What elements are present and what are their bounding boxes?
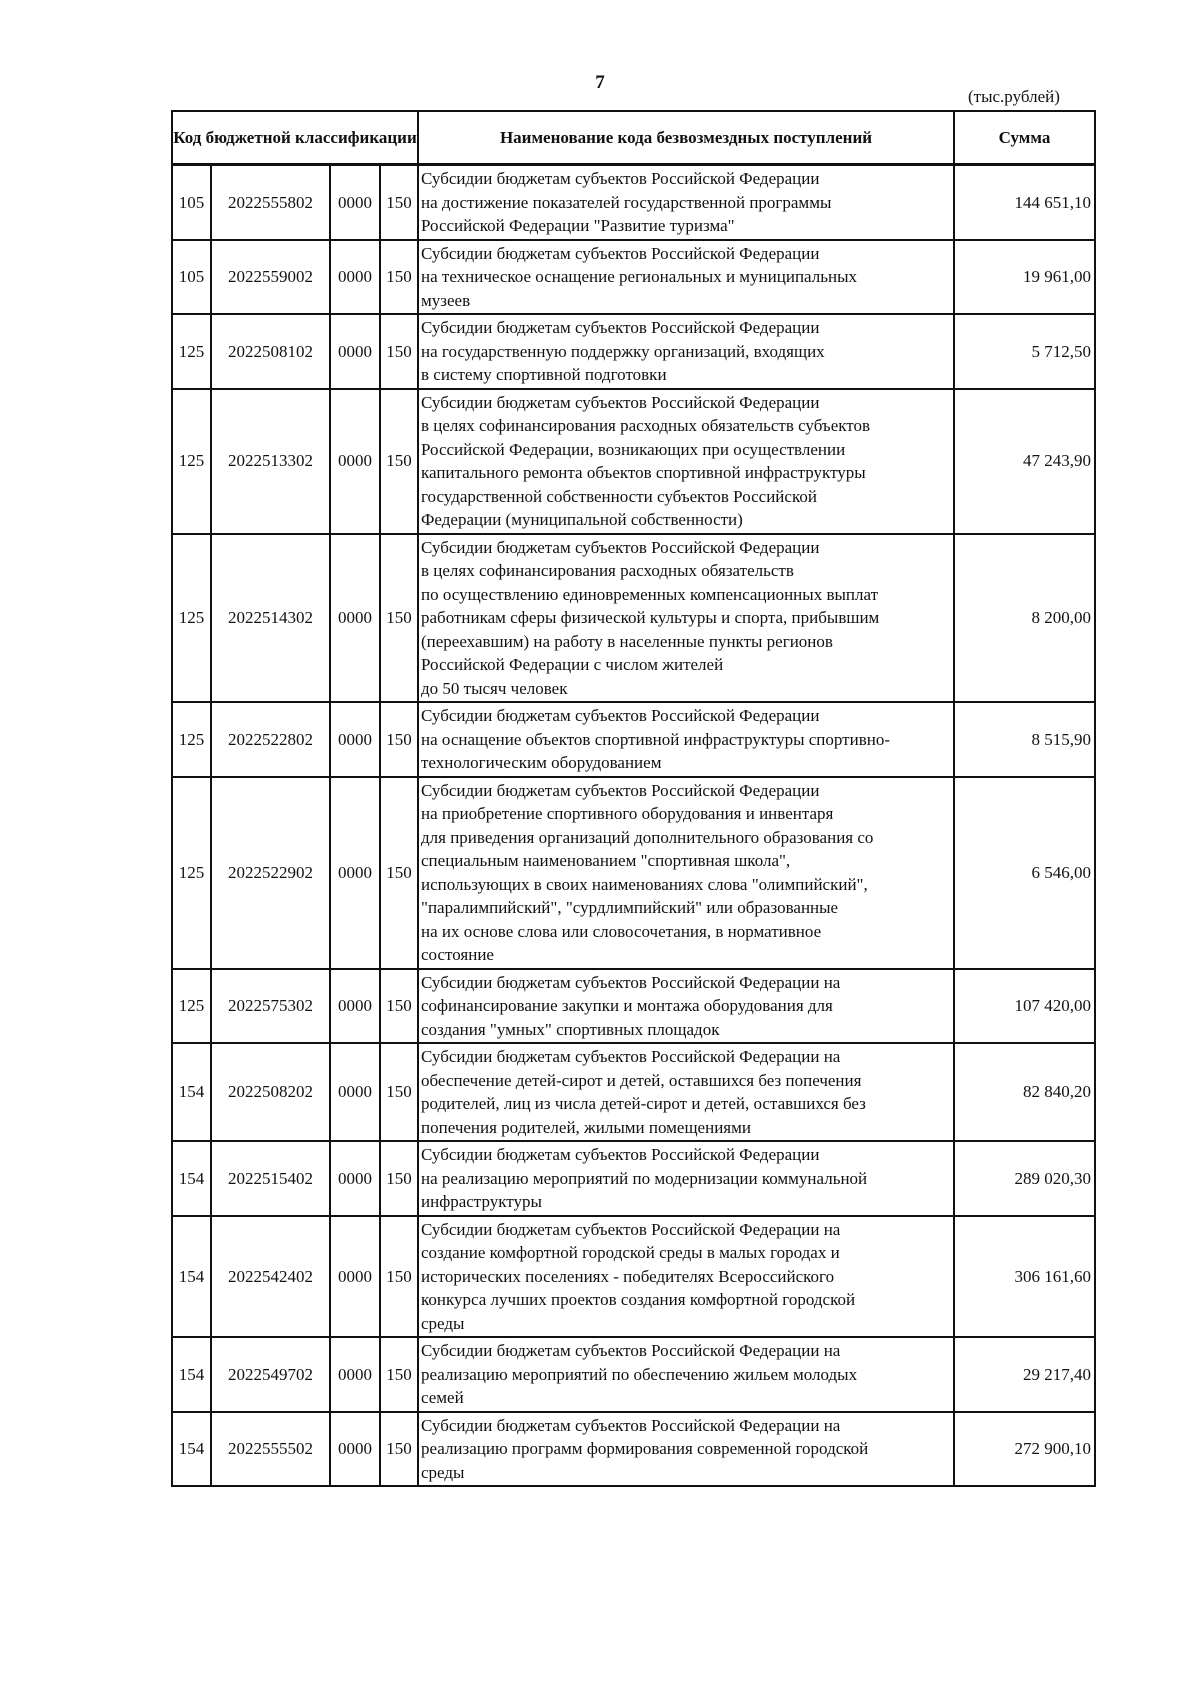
cell-revenue-type: 150 <box>380 240 418 315</box>
name-line: для приведения организаций дополнительного образования со <box>421 827 874 847</box>
cell-revenue-type: 150 <box>380 534 418 703</box>
cell-admin-code: 105 <box>172 165 211 240</box>
cell-admin-code: 125 <box>172 534 211 703</box>
name-line: музеев <box>421 290 471 310</box>
cell-budget-code: 2022514302 <box>211 534 330 703</box>
cell-budget-code: 2022549702 <box>211 1337 330 1412</box>
cell-name <box>418 240 954 315</box>
cell-name <box>418 1216 954 1338</box>
cell-revenue-type: 150 <box>380 1141 418 1216</box>
table-row <box>172 1141 1095 1216</box>
name-line: состояние <box>421 945 494 964</box>
name-line: на реализацию мероприятий по модернизации коммунальной <box>421 1168 868 1188</box>
name-line: капитального ремонта объектов спортивной инфраструктуры <box>421 463 866 482</box>
cell-revenue-type: 150 <box>380 777 418 969</box>
cell-name <box>418 777 954 969</box>
name-line: на государственную поддержку организаций, входящих <box>421 341 825 361</box>
name-line: работникам сферы физической культуры и спорта, прибывшим <box>421 608 880 627</box>
cell-admin-code: 154 <box>172 1141 211 1216</box>
cell-sum: 107 420,00 <box>954 969 1095 1044</box>
name-line: Субсидии бюджетам субъектов Российской Федерации на <box>421 1219 841 1239</box>
cell-name <box>418 1337 954 1412</box>
cell-program-code: 0000 <box>330 240 380 315</box>
cell-revenue-type: 150 <box>380 702 418 777</box>
cell-sum: 8 515,90 <box>954 702 1095 777</box>
cell-program-code: 0000 <box>330 314 380 389</box>
cell-admin-code: 154 <box>172 1216 211 1338</box>
name-line: Субсидии бюджетам субъектов Российской Федерации <box>421 780 820 800</box>
cell-sum: 272 900,10 <box>954 1412 1095 1487</box>
cell-admin-code: 154 <box>172 1412 211 1487</box>
cell-budget-code: 2022559002 <box>211 240 330 315</box>
cell-admin-code: 105 <box>172 240 211 315</box>
table-row <box>172 1216 1095 1338</box>
name-line: на приобретение спортивного оборудования и инвентаря <box>421 804 834 823</box>
cell-budget-code: 2022513302 <box>211 389 330 534</box>
name-line: инфраструктуры <box>421 1192 542 1211</box>
table-row <box>172 702 1095 777</box>
cell-revenue-type: 150 <box>380 1216 418 1338</box>
cell-admin-code: 154 <box>172 1337 211 1412</box>
table-row <box>172 969 1095 1044</box>
cell-sum: 19 961,00 <box>954 240 1095 315</box>
name-line: (переехавшим) на работу в населенные пункты регионов <box>421 631 833 651</box>
name-line: попечения родителей, жилыми помещениями <box>421 1117 751 1137</box>
header-sum: Сумма <box>954 111 1095 165</box>
cell-program-code: 0000 <box>330 1216 380 1338</box>
name-line: Субсидии бюджетам субъектов Российской Федерации <box>421 537 820 557</box>
cell-name <box>418 165 954 240</box>
cell-revenue-type: 150 <box>380 389 418 534</box>
cell-budget-code: 2022542402 <box>211 1216 330 1338</box>
name-line: Субсидии бюджетам субъектов Российской Федерации <box>421 243 820 263</box>
cell-budget-code: 2022555802 <box>211 165 330 240</box>
name-line: реализацию мероприятий по обеспечению жильем молодых <box>421 1364 858 1384</box>
cell-admin-code: 154 <box>172 1043 211 1141</box>
cell-sum: 47 243,90 <box>954 389 1095 534</box>
cell-name <box>418 314 954 389</box>
name-line: в целях софинансирования расходных обязательств субъектов <box>421 416 871 435</box>
cell-sum: 8 200,00 <box>954 534 1095 703</box>
table-row <box>172 314 1095 389</box>
cell-sum: 82 840,20 <box>954 1043 1095 1141</box>
name-line: в систему спортивной подготовки <box>421 365 667 384</box>
cell-sum: 289 020,30 <box>954 1141 1095 1216</box>
cell-name <box>418 389 954 534</box>
name-line: Субсидии бюджетам субъектов Российской Федерации <box>421 318 820 337</box>
name-line: на их основе слова или словосочетания, в нормативное <box>421 921 822 941</box>
cell-program-code: 0000 <box>330 1412 380 1487</box>
name-line: Российской Федерации, возникающих при осуществлении <box>421 439 846 459</box>
name-line: родителей, лиц из числа детей-сирот и детей, оставшихся без <box>421 1094 866 1113</box>
table-row <box>172 165 1095 240</box>
name-line: на достижение показателей государственной программы <box>421 192 832 212</box>
name-line: Субсидии бюджетам субъектов Российской Федерации на <box>421 1047 841 1066</box>
name-line: конкурса лучших проектов создания комфортной городской <box>421 1290 856 1309</box>
cell-admin-code: 125 <box>172 969 211 1044</box>
name-line: Субсидии бюджетам субъектов Российской Федерации на <box>421 972 841 992</box>
name-line: создания "умных" спортивных площадок <box>421 1019 720 1039</box>
name-line: на техническое оснащение региональных и муниципальных <box>421 267 857 286</box>
cell-program-code: 0000 <box>330 389 380 534</box>
table-row <box>172 1412 1095 1487</box>
name-line: семей <box>421 1388 464 1407</box>
cell-admin-code: 125 <box>172 389 211 534</box>
cell-name <box>418 1412 954 1487</box>
cell-name <box>418 1043 954 1141</box>
name-line: по осуществлению единовременных компенсационных выплат <box>421 584 879 604</box>
cell-revenue-type: 150 <box>380 969 418 1044</box>
cell-program-code: 0000 <box>330 1141 380 1216</box>
name-line: Субсидии бюджетам субъектов Российской Федерации <box>421 1145 820 1164</box>
name-line: на оснащение объектов спортивной инфраструктуры спортивно- <box>421 729 890 749</box>
header-name: Наименование кода безвозмездных поступлений <box>418 111 954 165</box>
budget-table <box>171 110 1096 1487</box>
header-code: Код бюджетной классификации <box>172 111 418 165</box>
table-row <box>172 1337 1095 1412</box>
cell-revenue-type: 150 <box>380 1043 418 1141</box>
name-line: Субсидии бюджетам субъектов Российской Федерации на <box>421 1341 841 1360</box>
cell-program-code: 0000 <box>330 534 380 703</box>
cell-admin-code: 125 <box>172 314 211 389</box>
name-line: Субсидии бюджетам субъектов Российской Федерации на <box>421 1415 841 1435</box>
table-row <box>172 777 1095 969</box>
name-line: специальным наименованием "спортивная школа", <box>421 851 791 870</box>
cell-program-code: 0000 <box>330 702 380 777</box>
name-line: реализацию программ формирования современной городской <box>421 1439 869 1458</box>
name-line: Российской Федерации "Развитие туризма" <box>421 216 735 235</box>
name-line: технологическим оборудованием <box>421 753 662 772</box>
cell-name <box>418 1141 954 1216</box>
name-line: до 50 тысяч человек <box>421 678 568 698</box>
units-label: (тыс.рублей) <box>968 87 1060 106</box>
cell-budget-code: 2022508102 <box>211 314 330 389</box>
cell-program-code: 0000 <box>330 777 380 969</box>
name-line: софинансирование закупки и монтажа оборудования для <box>421 996 833 1015</box>
cell-budget-code: 2022515402 <box>211 1141 330 1216</box>
cell-revenue-type: 150 <box>380 165 418 240</box>
cell-name <box>418 969 954 1044</box>
cell-program-code: 0000 <box>330 1337 380 1412</box>
cell-name <box>418 702 954 777</box>
cell-sum: 6 546,00 <box>954 777 1095 969</box>
name-line: исторических поселениях - победителях Всероссийского <box>421 1266 835 1286</box>
name-line: Российской Федерации с числом жителей <box>421 655 724 674</box>
cell-revenue-type: 150 <box>380 1412 418 1487</box>
cell-sum: 5 712,50 <box>954 314 1095 389</box>
cell-sum: 306 161,60 <box>954 1216 1095 1338</box>
table-row <box>172 389 1095 534</box>
cell-budget-code: 2022575302 <box>211 969 330 1044</box>
name-line: среды <box>421 1313 465 1333</box>
cell-budget-code: 2022522802 <box>211 702 330 777</box>
table-row <box>172 240 1095 315</box>
cell-sum: 144 651,10 <box>954 165 1095 240</box>
name-line: в целях софинансирования расходных обязательств <box>421 561 794 580</box>
page-number: 7 <box>595 72 605 93</box>
cell-sum: 29 217,40 <box>954 1337 1095 1412</box>
table-header-row <box>172 111 1095 165</box>
name-line: создание комфортной городской среды в малых городах и <box>421 1243 840 1262</box>
name-line: Субсидии бюджетам субъектов Российской Федерации <box>421 392 820 412</box>
name-line: государственной собственности субъектов Российской <box>421 486 817 506</box>
cell-admin-code: 125 <box>172 702 211 777</box>
name-line: использующих в своих наименованиях слова "олимпийский", <box>421 874 868 894</box>
cell-budget-code: 2022508202 <box>211 1043 330 1141</box>
cell-program-code: 0000 <box>330 165 380 240</box>
name-line: обеспечение детей-сирот и детей, оставшихся без попечения <box>421 1070 862 1090</box>
cell-admin-code: 125 <box>172 777 211 969</box>
cell-budget-code: 2022522902 <box>211 777 330 969</box>
cell-program-code: 0000 <box>330 969 380 1044</box>
table-row <box>172 1043 1095 1141</box>
cell-revenue-type: 150 <box>380 1337 418 1412</box>
name-line: Субсидии бюджетам субъектов Российской Федерации <box>421 706 820 725</box>
cell-revenue-type: 150 <box>380 314 418 389</box>
name-line: Федерации (муниципальной собственности) <box>421 510 743 529</box>
cell-name <box>418 534 954 703</box>
cell-budget-code: 2022555502 <box>211 1412 330 1487</box>
name-line: "паралимпийский", "сурдлимпийский" или образованные <box>421 898 839 917</box>
table-row <box>172 534 1095 703</box>
name-line: Субсидии бюджетам субъектов Российской Федерации <box>421 169 820 188</box>
cell-program-code: 0000 <box>330 1043 380 1141</box>
name-line: среды <box>421 1462 465 1482</box>
